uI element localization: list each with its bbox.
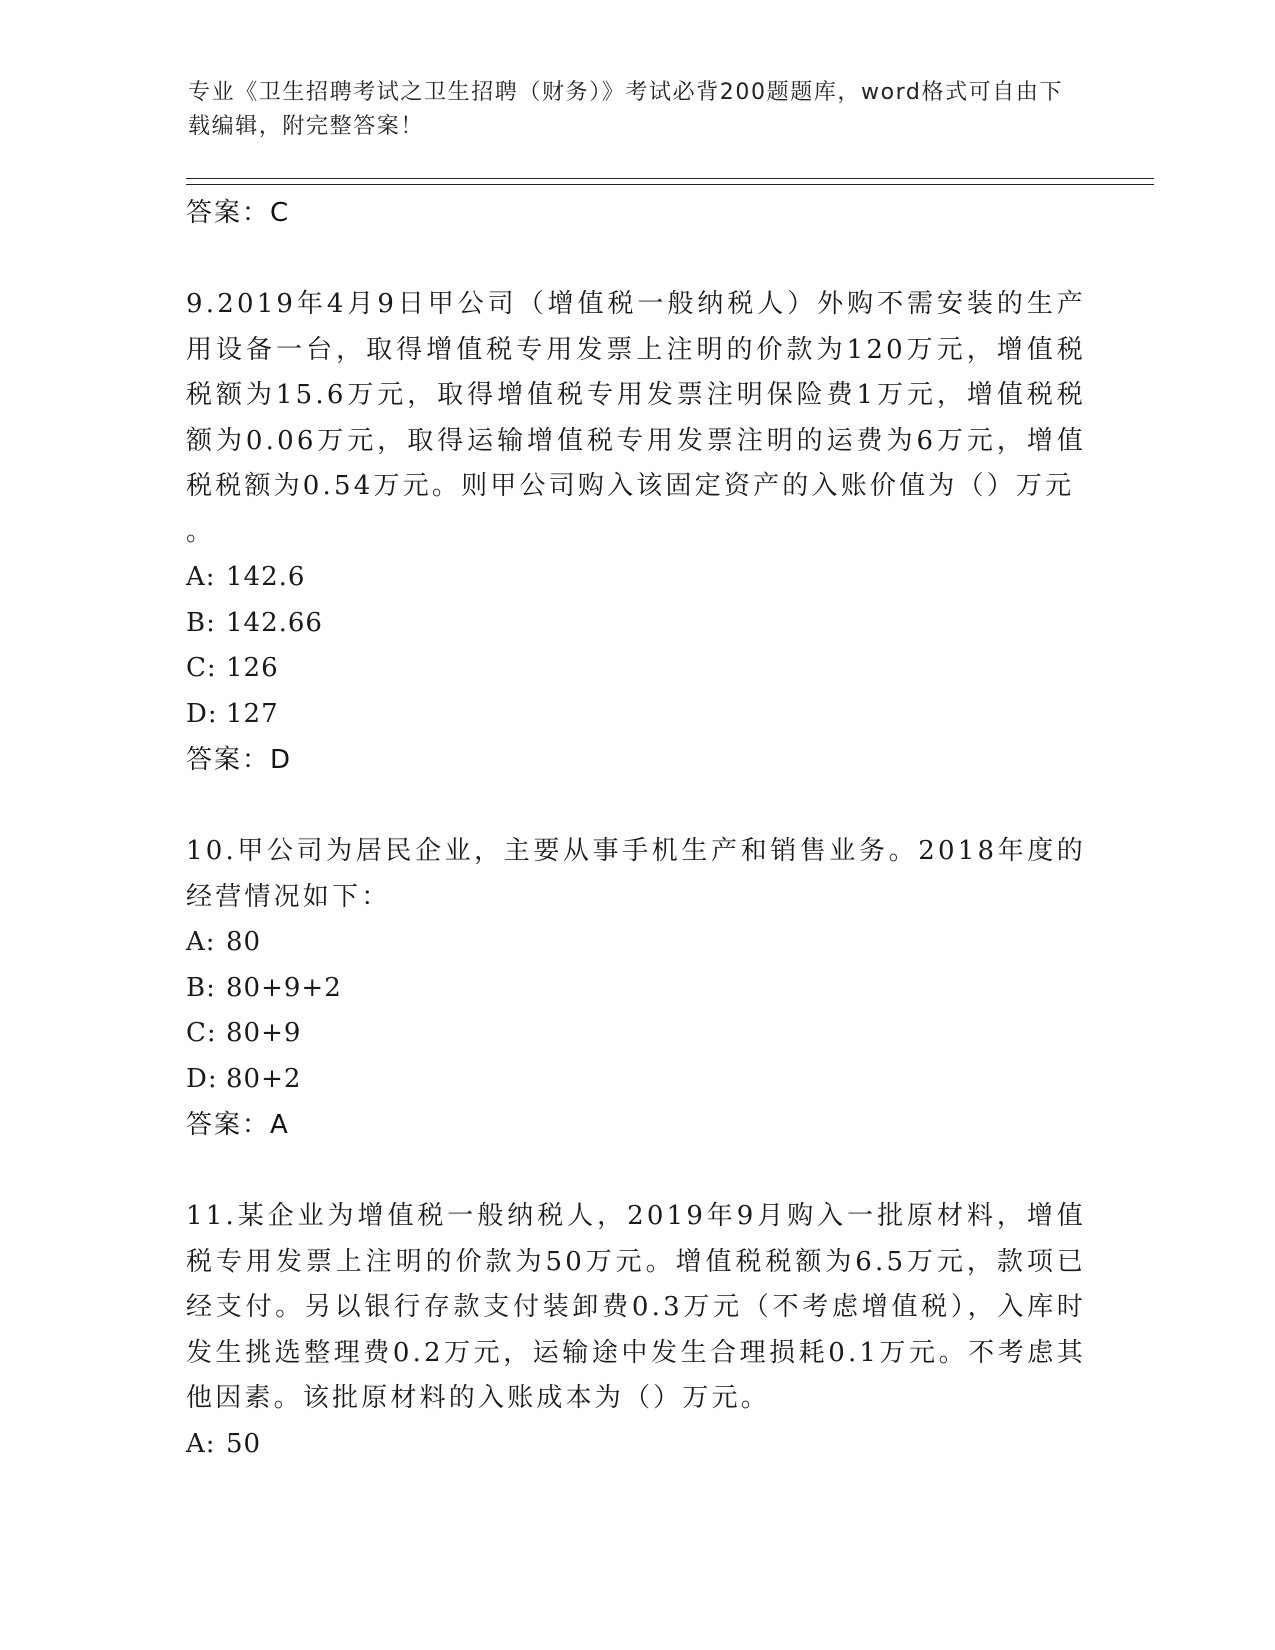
option-b — [186, 601, 1086, 647]
option-d — [186, 692, 1086, 738]
option-c — [186, 1011, 1086, 1057]
question-text: 11.某企业为增值税一般纳税人，2019年9月购入一批原材料，增值税专用发票上注明的价款为50万元。增值税税额为6.5万元，款项已经支付。另以银行存款支付装卸费0.3万元（不考虑增值税），入库时发生挑选整理费0.2万元，运输途中发生合理损耗0.1万元。不考虑其他因素。该批原材料的入账成本为（）万元。 — [186, 1201, 1086, 1413]
option-text: 142.66 — [226, 607, 323, 638]
option-text: 127 — [226, 698, 279, 729]
option-a — [186, 1422, 1086, 1468]
option-d — [186, 1057, 1086, 1103]
spacer — [186, 236, 1086, 282]
option-letter: A: — [186, 927, 216, 957]
question-item — [186, 282, 1086, 783]
question-item — [186, 829, 1086, 1148]
page-header-title: 专业《卫生招聘考试之卫生招聘（财务）》考试必背200题题库，word格式可自由下载编辑，附完整答案！ — [188, 80, 1064, 139]
option-text: 80 — [226, 927, 262, 957]
option-text: 80+9 — [226, 1018, 302, 1048]
option-letter: D: — [186, 1063, 218, 1094]
option-a — [186, 555, 1086, 601]
header-rule-bottom — [186, 184, 1154, 185]
question-text: 9.2019年4月9日甲公司（增值税一般纳税人）外购不需安装的生产用设备一台，取得增值税专用发票上注明的价款为120万元，增值税税额为15.6万元，取得增值税专用发票注明保险费1万元，增值税税额为0.06万元，取得运输增值税专用发票注明的运费为6万元，增值税税额为0.54万元。则甲公司购入该固定资产的入账价值为（）万元 — [186, 289, 1086, 501]
option-c — [186, 646, 1086, 692]
option-letter: B: — [186, 972, 216, 1003]
option-a — [186, 920, 1086, 966]
answer-line: 答案：C — [186, 198, 291, 228]
spacer — [186, 1148, 1086, 1194]
option-letter: C: — [186, 653, 217, 683]
answer-line: 答案：D — [186, 745, 293, 775]
question-item — [186, 1194, 1086, 1467]
question-text-tail: 。 — [186, 516, 213, 547]
option-letter: D: — [186, 698, 218, 729]
option-text: 80+2 — [226, 1063, 302, 1094]
question-list — [186, 190, 1086, 1467]
question-text: 10.甲公司为居民企业，主要从事手机生产和销售业务。2018年度的经营情况如下： — [186, 836, 1086, 912]
spacer — [186, 783, 1086, 829]
option-text: 50 — [226, 1428, 262, 1459]
option-b — [186, 966, 1086, 1012]
option-text: 126 — [226, 653, 279, 683]
option-text: 142.6 — [226, 562, 306, 592]
header-rule-top — [186, 178, 1154, 179]
option-letter: A: — [186, 1428, 216, 1459]
answer-line: 答案：A — [186, 1110, 290, 1140]
option-text: 80+9+2 — [226, 972, 342, 1003]
option-letter: A: — [186, 562, 216, 592]
option-letter: C: — [186, 1018, 217, 1048]
option-letter: B: — [186, 607, 216, 638]
